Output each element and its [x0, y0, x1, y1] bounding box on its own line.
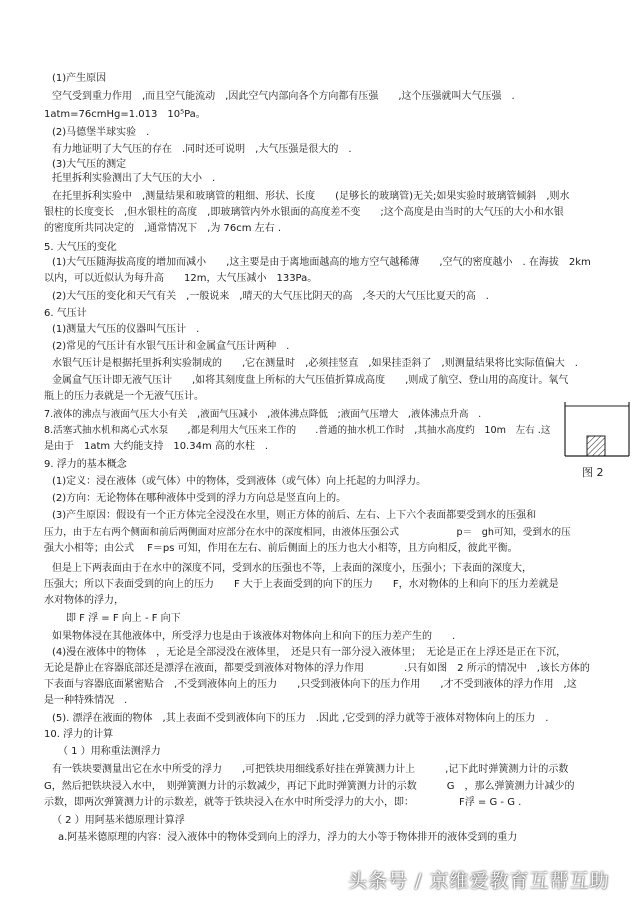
text-line: 1atm=76cmHg=1.013 10⁵Pa。: [44, 109, 206, 120]
text-line: (1)大气压随海拔高度的增加而减小 ,这主要是由于离地面越高的地方空气越稀薄 ,空气的密度越小 . 在海拔 2km: [52, 257, 591, 268]
text-line: 示数，即两次弹簧测力计的示数差，就等于铁块浸入在水中时所受浮力的大小，即： F浮 = G - G .: [44, 797, 522, 808]
section-heading: 5. 大气压的变化: [44, 242, 117, 253]
text-line: 压强大；所以下表面受到的向上的压力 F 大于上表面受到的向下的压力 F，水对物体的上和向下的压力差就是: [44, 579, 559, 590]
text-line: 有一铁块要测量出它在水中所受的浮力 ,可把铁块用细线系好挂在弹簧测力计上 ,记下此时弹簧测力计的示数: [52, 764, 569, 775]
text-line: 但是上下两表面由于在水中的深度不同，受到水的压强也不等，上表面的深度小，压强小；下表面的深度大，: [52, 563, 532, 574]
container-figure: [563, 400, 631, 458]
text-line: (2)常见的气压计有水银气压计和金属盒气压计两种 .: [52, 341, 290, 352]
text-line: (2)马德堡半球实验 .: [52, 127, 150, 138]
text-line: (2)方向：无论物体在哪种液体中受到的浮力方向总是竖直向上的。: [52, 493, 347, 504]
text-line: 如果物体浸在其他液体中，所受浮力也是由于该液体对物体向上和向下的压力差产生的 .: [52, 631, 456, 642]
text-line: (3)大气压的测定: [52, 159, 127, 170]
section-heading: 10. 浮力的计算: [44, 729, 114, 740]
text-line: (3)产生原因：假设有一个正方体完全浸没在水里，则正方体的前后、左右、上下六个表面都要受到水的压强和: [52, 510, 537, 521]
text-line: 8.活塞式抽水机和离心式水泵 ,都是利用大气压来工作的 .普通的抽水机工作时 ,其抽水高度约 10m 左右 .这: [44, 425, 551, 436]
text-line: 瓶上的压力表就是一个无液气压计。: [44, 391, 204, 402]
text-line: G，然后把铁块浸入水中， 则弹簧测力计的示数减少，再记下此时弹簧测力计的示数 G ，那么弹簧测力计减少的: [44, 781, 575, 792]
figure-caption: 图 2: [582, 466, 604, 479]
text-line: 是一种特殊情况 .: [44, 695, 128, 706]
subsection-heading: （ 2 ）用阿基米德原理计算浮: [52, 815, 185, 826]
text-line: (1)定义：浸在液体（或气体）中的物体，受到液体（或气体）向上托起的力叫浮力。: [52, 476, 427, 487]
text-line: 有力地证明了大气压的存在 .同时还可说明 ,大气压强是很大的 .: [52, 144, 352, 155]
text-line: (1)测量大气压的仪器叫气压计 .: [52, 324, 200, 335]
text-line: 下表面与容器底面紧密贴合 ,不受到液体向上的压力 ,只受到液体向下的压力作用 ,才不受到液体的浮力作用 ,这: [44, 679, 577, 690]
text-line: (4)漫在液体中的物体 ，无论是全部浸没在液体里， 还是只有一部分浸入液体里； 无论是正在上浮还是正在下沉，: [52, 647, 567, 658]
text-line: 无论是静止在容器底部还是漂浮在液面，都要受到液体对物体的浮力作用 .只有如图 2 所示的情况中 ,该长方体的: [44, 663, 590, 674]
text-line: (1)产生原因: [52, 73, 107, 84]
text-line: 在托里拆利实验中 ,测量结果和玻璃管的粗细、形状、长度 (足够长的玻璃管)无关;如果实验时玻璃管倾斜 ,则水: [52, 191, 570, 202]
text-line: 托里拆利实验测出了大气压的大小 .: [52, 173, 216, 184]
text-line: 的密度所共同决定的 ,通常情况下 ,为 76cm 左右 .: [44, 223, 282, 234]
text-line: 水对物体的浮力，: [44, 595, 124, 606]
watermark-text: 头条号 / 京维爱教育互帮互助: [348, 870, 610, 892]
text-line: 是由于 1atm 大约能支持 10.34m 高的水柱 .: [44, 441, 269, 452]
text-line: 强大小相等；由公式 F＝ps 可知，作用在左右、前后侧面上的压力也大小相等，且方向相反，彼此平衡。: [44, 543, 518, 554]
subsection-heading: （ 1 ）用称重法测浮力: [58, 746, 161, 757]
text-line: 以内，可以近似认为每升高 12m，大气压减小 133Pa。: [44, 273, 318, 284]
formula-line: 即 F 浮 = F 向上 - F 向下: [66, 613, 181, 624]
section-heading: 9. 浮力的基本概念: [44, 459, 127, 470]
section-heading: 6. 气压计: [44, 308, 87, 319]
text-line: (2)大气压的变化和天气有关 ,一般说来 ,晴天的大气压比阴天的高 ,冬天的大气压比夏天的高 .: [52, 291, 489, 302]
text-line: 银柱的长度变长 ,但水银柱的高度 ,即玻璃管内外水银面的高度差不变 ;这个高度是由当时的大气压的大小和水银: [44, 207, 564, 218]
text-line: 金属盒气压计即无液气压计 ,如将其刻度盘上所标的大气压值折算成高度 ,则成了航空、登山用的高度计。氧气: [52, 375, 569, 386]
text-line: (5). 漂浮在液面的物体 ,其上表面不受到液体向下的压力 .因此 ,它受到的浮力就等于液体对物体向上的压力 .: [52, 713, 549, 724]
text-line: 水银气压计是根据托里拆利实验制成的 ,它在测量时 ,必须挂竖直 ,如果挂歪斜了 ,则测量结果将比实际值偏大 .: [52, 358, 578, 369]
text-line: 空气受到重力作用 ,而且空气能流动 ,因此空气内部向各个方向都有压强 ,这个压强就叫大气压强 .: [52, 91, 515, 102]
text-line: a.阿基米德原理的内容：浸入液体中的物体受到向上的浮力，浮力的大小等于物体排开的液体受到的重力: [58, 832, 518, 843]
text-line: 7.液体的沸点与液面气压大小有关 ,液面气压减小 ,液体沸点降低 ;液面气压增大 ,液体沸点升高 .: [44, 409, 482, 420]
text-line: 压力，由于左右两个侧面和前后两侧面对应部分在水中的深度相同，由液体压强公式 p＝ gh可知，受到水的压: [44, 527, 571, 538]
